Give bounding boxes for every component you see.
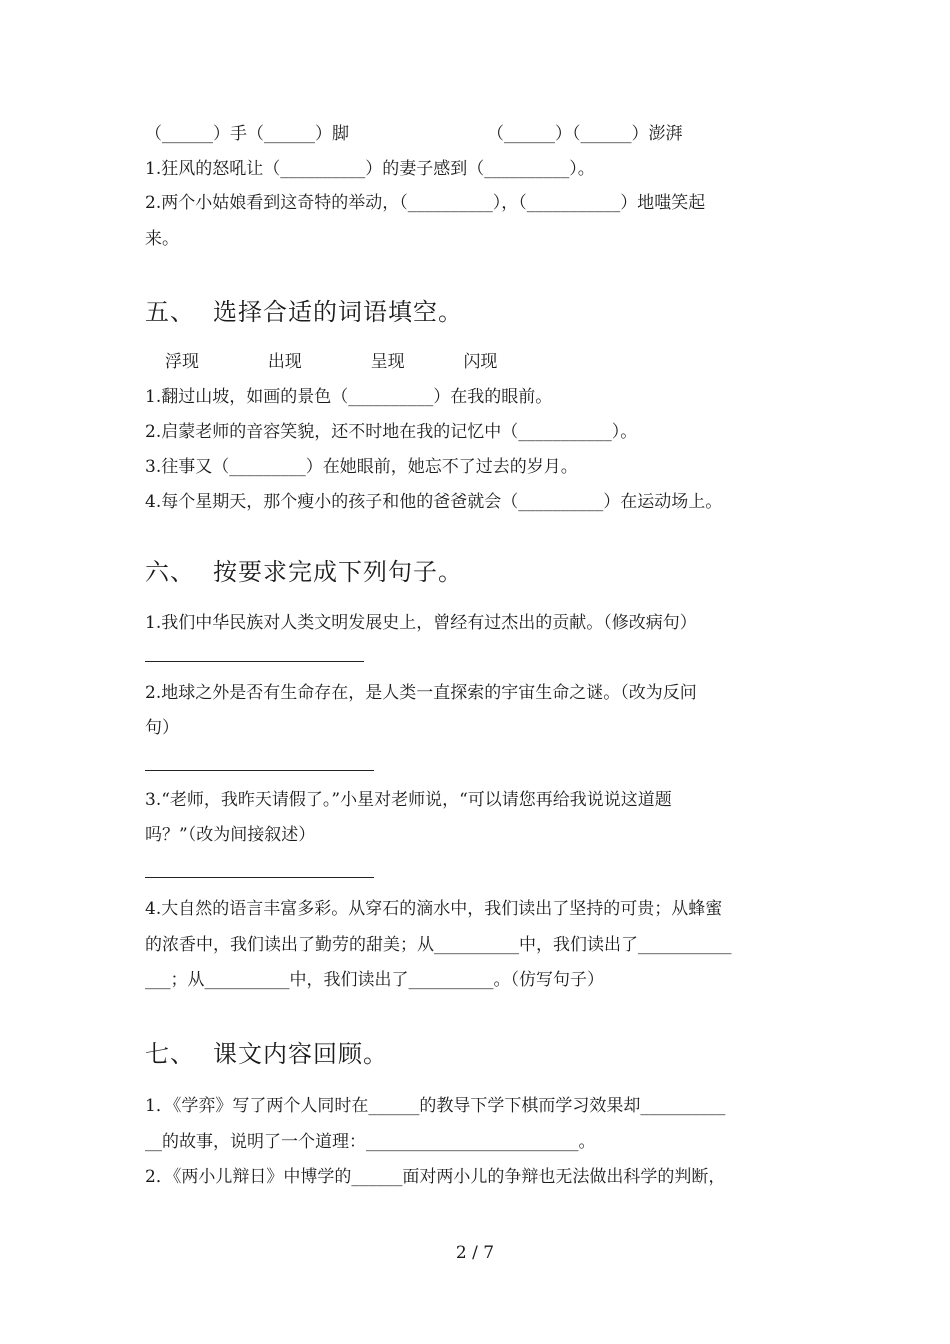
answer-line[interactable] <box>145 770 374 771</box>
word-option: 浮现 <box>165 352 199 372</box>
question-line: 1.狂风的怒吼让（__________）的妻子感到（__________）。 <box>145 159 595 179</box>
fill-item: 1.翻过山坡，如画的景色（__________）在我的眼前。 <box>145 387 553 407</box>
section-heading-6 <box>145 557 463 587</box>
page-number: 2 / 7 <box>455 1243 495 1263</box>
section-title: 选择合适的词语填空。 <box>213 298 463 326</box>
sentence-question-continued: 的浓香中，我们读出了勤劳的甜美；从__________中，我们读出了___________ <box>145 935 732 955</box>
question-line-continued: 来。 <box>145 229 179 249</box>
idiom-blank-line-1 <box>145 123 349 145</box>
fill-item: 2.启蒙老师的音容笑貌，还不时地在我的记忆中（___________）。 <box>145 422 638 442</box>
fill-item: 4.每个星期天，那个瘦小的孩子和他的爸爸就会（__________）在运动场上。 <box>145 492 723 512</box>
section-heading-7 <box>145 1039 388 1069</box>
word-option: 呈现 <box>370 352 405 372</box>
section-number: 六、 <box>145 558 195 586</box>
sentence-question: 4.大自然的语言丰富多彩。从穿石的滴水中，我们读出了坚持的可贵；从蜂蜜 <box>145 899 723 919</box>
question-line: 2.两个小姑娘看到这奇特的举动，（__________），（___________）地嗤笑起 <box>145 193 706 213</box>
word-options <box>165 351 497 373</box>
sentence-question-continued: 句） <box>145 718 179 738</box>
word-option: 出现 <box>267 352 302 372</box>
review-question: 1．《学弈》写了两个人同时在______的教导下学下棋而学习效果却__________ <box>145 1096 726 1116</box>
section-title: 课文内容回顾。 <box>213 1040 388 1068</box>
idiom-blank-line-1b <box>487 123 683 145</box>
fill-item: 3.往事又（_________）在她眼前，她忘不了过去的岁月。 <box>145 457 578 477</box>
word-option: 闪现 <box>463 352 498 372</box>
section-heading-5 <box>145 297 463 327</box>
section-number: 五、 <box>145 298 195 326</box>
section-number: 七、 <box>145 1040 195 1068</box>
review-question-continued: __的故事，说明了一个道理：_________________________。 <box>145 1132 596 1152</box>
sentence-question-continued: ___；从__________中，我们读出了__________。（仿写句子） <box>145 970 604 990</box>
idiom-blank-left: （______）手（______）脚 <box>145 124 349 144</box>
answer-line[interactable] <box>145 661 364 662</box>
sentence-question: 1.我们中华民族对人类文明发展史上，曾经有过杰出的贡献。（修改病句） <box>145 613 697 633</box>
sentence-question-continued: 吗？”（改为间接叙述） <box>145 825 316 845</box>
sentence-question: 2.地球之外是否有生命存在，是人类一直探索的宇宙生命之谜。（改为反问 <box>145 683 697 703</box>
idiom-blank-right: （______）（______）澎湃 <box>487 124 683 144</box>
sentence-question: 3.“老师，我昨天请假了。”小星对老师说，“可以请您再给我说说这道题 <box>145 790 672 810</box>
review-question: 2．《两小儿辩日》中博学的______面对两小儿的争辩也无法做出科学的判断， <box>145 1167 726 1187</box>
answer-line[interactable] <box>145 877 374 878</box>
section-title: 按要求完成下列句子。 <box>213 558 463 586</box>
